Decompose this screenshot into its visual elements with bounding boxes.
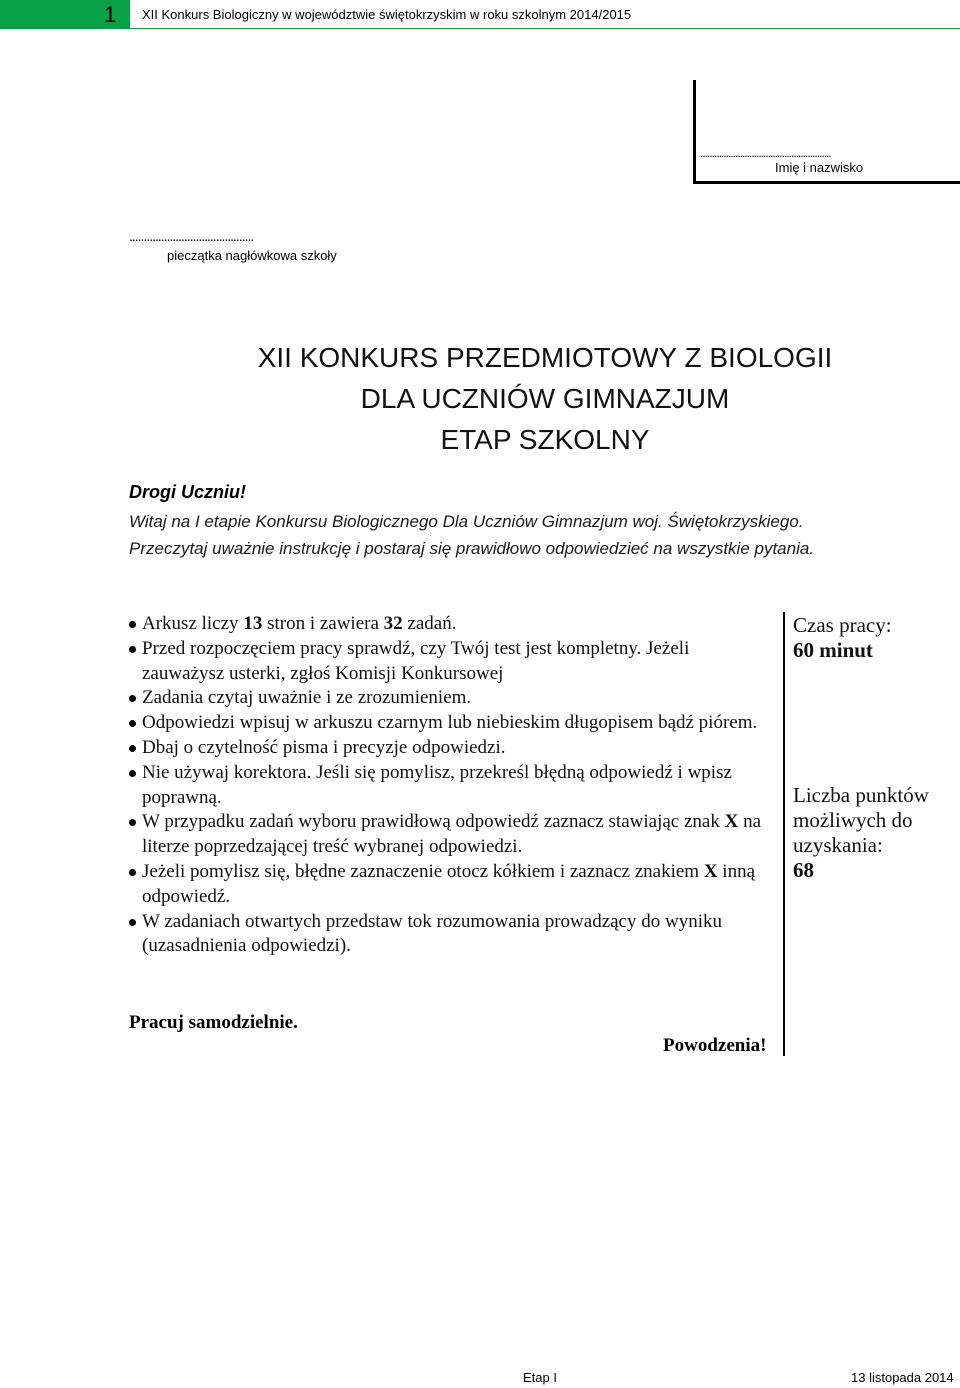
contest-title <box>200 337 890 460</box>
title-line-2: DLA UCZNIÓW GIMNAZJUM <box>360 383 730 414</box>
page-number-box <box>0 0 130 29</box>
points-label: Liczba punktów możliwych do uzyskania: <box>793 783 929 857</box>
time-label: Czas pracy: <box>793 613 892 637</box>
greeting: Drogi Uczniu! <box>129 482 246 502</box>
time-value: 60 minut <box>793 638 873 662</box>
instruction-item: Arkusz liczy 13 stron i zawiera 32 zadań. <box>125 612 765 637</box>
bullet-icon <box>129 720 136 727</box>
vertical-divider <box>783 612 785 1056</box>
instruction-item: W przypadku zadań wyboru prawidłową odpowiedź zaznacz stawiając znak X na literze poprzedzającej treść wybranej odpowiedzi. <box>125 810 765 860</box>
intro-line-1: Witaj na I etapie Konkursu Biologicznego Dla Uczniów Gimnazjum woj. Świętokrzyskiego. <box>129 512 804 531</box>
name-field-dots: ........................................................ <box>700 146 831 160</box>
bullet-icon <box>129 770 136 777</box>
title-line-1: XII KONKURS PRZEDMIOTOWY Z BIOLOGII <box>257 342 833 373</box>
intro-text <box>129 508 929 562</box>
header-title: XII Konkurs Biologiczny w województwie świętokrzyskim w roku szkolnym 2014/2015 <box>142 7 632 22</box>
name-field-label: Imię i nazwisko <box>775 160 864 175</box>
bullet-icon <box>129 745 136 752</box>
instruction-item: Jeżeli pomylisz się, błędne zaznaczenie otocz kółkiem i zaznacz znakiem X inną odpowiedź. <box>125 860 765 910</box>
school-stamp-label: pieczątka nagłówkowa szkoły <box>167 248 337 263</box>
instruction-item: Przed rozpoczęciem pracy sprawdź, czy Twój test jest kompletny. Jeżeli zauważysz usterki, zgłoś Komisji Konkursowej <box>125 637 765 687</box>
instruction-item: Dbaj o czytelność pisma i precyzje odpowiedzi. <box>125 736 765 761</box>
footer-stage: Etap I <box>523 1370 557 1385</box>
school-stamp-dots: ........................................... <box>129 228 254 244</box>
instructions-list <box>125 612 765 959</box>
bullet-icon <box>129 919 136 926</box>
points-info <box>793 783 960 883</box>
instruction-item: Zadania czytaj uważnie i ze zrozumieniem. <box>125 686 765 711</box>
bullet-icon <box>129 646 136 653</box>
bullet-icon <box>129 819 136 826</box>
work-alone-note: Pracuj samodzielnie. <box>129 1012 298 1033</box>
footer-date: 13 listopada 2014 <box>851 1370 954 1385</box>
title-line-3: ETAP SZKOLNY <box>440 424 650 455</box>
page-number: 1 <box>104 2 117 27</box>
points-value: 68 <box>793 858 814 882</box>
instruction-item: W zadaniach otwartych przedstaw tok rozumowania prowadzący do wyniku (uzasadnienia odpowiedzi). <box>125 910 765 960</box>
good-luck-note: Powodzenia! <box>663 1035 767 1056</box>
bullet-icon <box>129 621 136 628</box>
intro-line-2: Przeczytaj uważnie instrukcję i postaraj się prawidłowo odpowiedzieć na wszystkie pytania. <box>129 539 815 558</box>
time-info <box>793 613 960 663</box>
bullet-icon <box>129 869 136 876</box>
instruction-item: Odpowiedzi wpisuj w arkuszu czarnym lub niebieskim długopisem bądź piórem. <box>125 711 765 736</box>
header-rule <box>130 28 960 29</box>
bullet-icon <box>129 695 136 702</box>
instruction-item: Nie używaj korektora. Jeśli się pomylisz, przekreśl błędną odpowiedź i wpisz poprawną. <box>125 761 765 811</box>
